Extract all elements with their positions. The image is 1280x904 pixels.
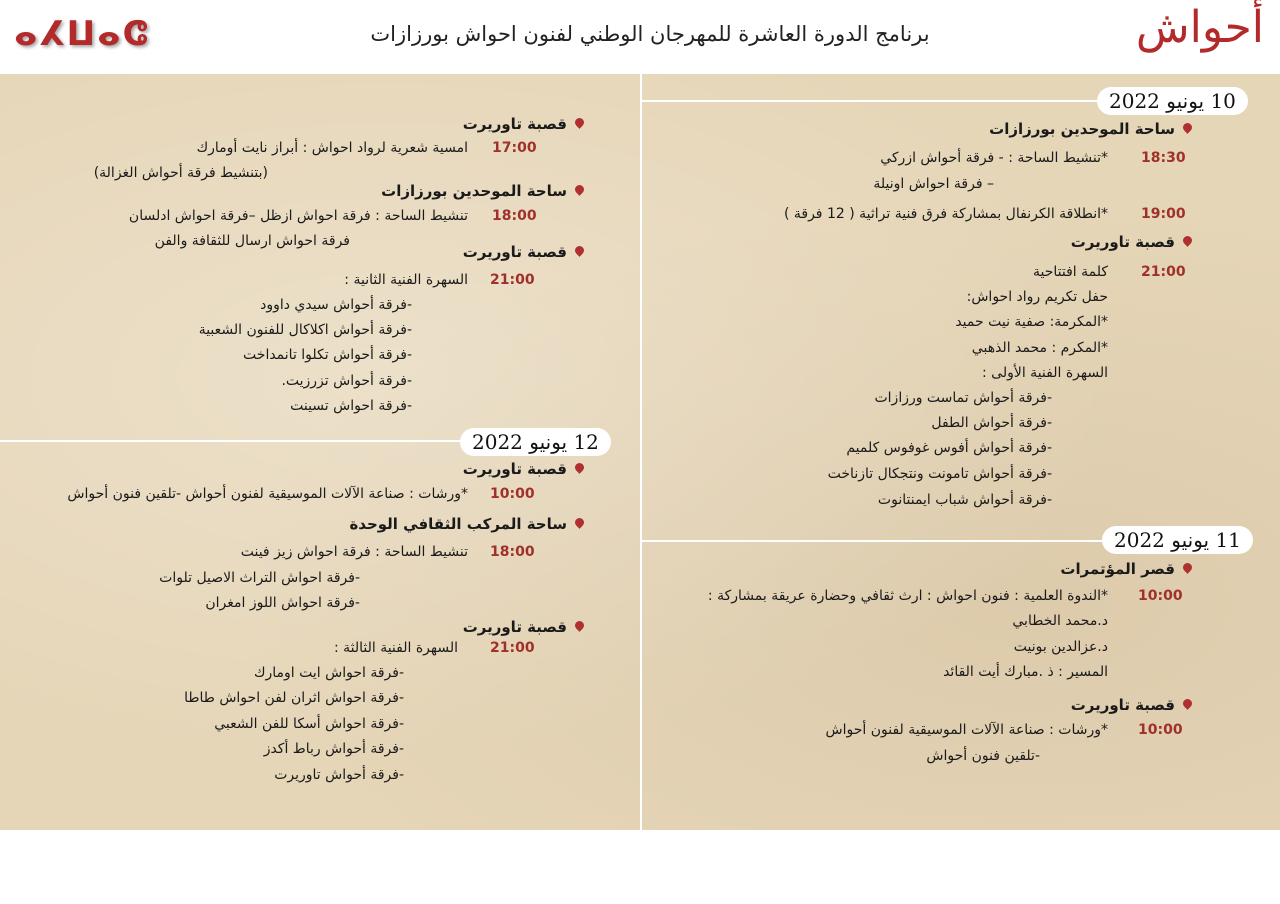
day11-divider (640, 540, 1105, 542)
event-line: -فرقة أحواش أفوس غوفوس كلميم (846, 440, 1052, 456)
logo-ahwach (1136, 2, 1264, 53)
event-line: -فرقة احواش التراث الاصيل تلوات (159, 570, 360, 586)
event-line: *المكرمة: صفية نيت حميد (955, 314, 1108, 330)
page-margin (0, 830, 1280, 904)
event-line: السهرة الفنية الثانية : (344, 272, 468, 288)
event-line: -فرقة أحواش سيدي داوود (260, 297, 412, 313)
page-title: برنامج الدورة العاشرة للمهرجان الوطني لفنون احواش بورزازات (370, 22, 930, 46)
location-pin-icon (1181, 121, 1194, 134)
event-line: السهرة الفنية الثالثة : (333, 640, 458, 656)
location-pin-icon (573, 244, 586, 257)
event-line: -فرقة أحواش الطفل (931, 415, 1052, 431)
location-pin-icon (573, 516, 586, 529)
event-line: -فرقة أحواش شباب ايمنتانوت (877, 492, 1052, 508)
event-line: السهرة الفنية الأولى : (982, 365, 1108, 381)
location-pin-icon (573, 461, 586, 474)
location-pin-icon (1181, 697, 1194, 710)
event-line: *ورشات : صناعة الآلات الموسيقية لفنون أحواش (825, 722, 1108, 738)
event-line: د.محمد الخطابي (1012, 613, 1108, 629)
event-line: *ورشات : صناعة الآلات الموسيقية لفنون أحواش -تلقين فنون أحواش (67, 486, 468, 502)
event-line: -فرقة أحواش تماست ورزازات (874, 390, 1052, 406)
venue-heading: ساحة الموحدين بورزازات (381, 182, 584, 200)
header (0, 0, 1280, 74)
event-line: فرقة احواش ارسال للثقافة والفن (154, 233, 350, 249)
event-line: -فرقة احواش تسينت (290, 398, 412, 414)
venue-heading: قصبة تاوريرت (463, 460, 584, 478)
venue-heading: ساحة المركب الثقافي الوحدة (349, 515, 584, 533)
event-line: *انطلاقة الكرنفال بمشاركة فرق فنية تراثية ( 12 فرقة ) (783, 206, 1108, 222)
date-badge-day10: 10 يونيو 2022 (1097, 87, 1248, 115)
event-line: -فرقة أحواش رباط أكدز (263, 741, 404, 757)
event-line: -فرقة احواش اللوز امغران (205, 595, 360, 611)
event-line: -فرقة أحواش تكلوا تانمداخت (243, 347, 412, 363)
venue-heading: قصبة تاوريرت (1071, 233, 1192, 251)
event-line: -فرقة احواش أسكا للفن الشعبي (214, 716, 404, 732)
time-label: 21:00 (490, 640, 535, 656)
logo-tifinagh: ⴰⵃⵡⴰⵛ (14, 14, 150, 54)
event-line: -فرقة أحواش تامونت ونتجكال تازناخت (827, 466, 1052, 482)
venue-heading: قصر المؤتمرات (1060, 560, 1192, 578)
time-label: 17:00 (492, 140, 537, 156)
event-line: حفل تكريم رواد احواش: (966, 289, 1108, 305)
location-pin-icon (1181, 234, 1194, 247)
event-line: *تنشيط الساحة : - فرقة أحواش ازركي (880, 150, 1108, 166)
time-label: 18:00 (492, 208, 537, 224)
date-badge-day12: 12 يونيو 2022 (460, 428, 611, 456)
event-line: -فرقة احواش ايت اومارك (253, 665, 404, 681)
location-pin-icon (573, 183, 586, 196)
venue-heading: قصبة تاوريرت (463, 618, 584, 636)
event-line: -فرقة أحواش تاوريرت (274, 767, 404, 783)
event-line: *الندوة العلمية : فنون احواش : ارث ثقافي وحضارة عريقة بمشاركة : (707, 588, 1108, 604)
event-line: -فرقة أحواش تزرزيت. (281, 373, 412, 389)
venue-heading: ساحة الموحدين بورزازات (989, 120, 1192, 138)
location-pin-icon (573, 619, 586, 632)
event-line: كلمة افتتاحية (1032, 264, 1108, 280)
event-line: (بتنشيط فرقة أحواش الغزالة) (93, 165, 268, 181)
venue-heading: قصبة تاوريرت (463, 243, 584, 261)
time-label: 18:30 (1141, 150, 1186, 166)
logo-text: أحواش (1135, 2, 1264, 53)
event-line: د.عزالدين بونيت (1013, 639, 1108, 655)
time-label: 10:00 (490, 486, 535, 502)
venue-heading: قصبة تاوريرت (1071, 696, 1192, 714)
event-line: تنشيط الساحة : فرقة احواش ازظل –فرقة احواش ادلسان (128, 208, 468, 224)
event-line: -فرقة احواش اثران لفن احواش طاطا (184, 690, 404, 706)
time-label: 21:00 (490, 272, 535, 288)
event-line: امسية شعرية لرواد احواش : أبراز نايت أومارك (196, 140, 468, 156)
time-label: 21:00 (1141, 264, 1186, 280)
event-line: -تلقين فنون أحواش (926, 748, 1040, 764)
event-line: – فرقة احواش اونيلة (873, 176, 994, 192)
date-badge-day11: 11 يونيو 2022 (1102, 526, 1253, 554)
time-label: 10:00 (1138, 722, 1183, 738)
column-divider (640, 74, 642, 830)
location-pin-icon (1181, 561, 1194, 574)
time-label: 19:00 (1141, 206, 1186, 222)
event-line: -فرقة أحواش اكلاكال للفنون الشعبية (198, 322, 412, 338)
event-line: *المكرم : محمد الذهبي (971, 340, 1108, 356)
time-label: 10:00 (1138, 588, 1183, 604)
day10-divider (640, 100, 1100, 102)
venue-heading: قصبة تاوريرت (463, 115, 584, 133)
event-line: المسير : ذ .مبارك أيت القائد (943, 664, 1108, 680)
location-pin-icon (573, 116, 586, 129)
event-line: تنشيط الساحة : فرقة احواش زيز فينت (240, 544, 468, 560)
time-label: 18:00 (490, 544, 535, 560)
day12-divider (0, 440, 460, 442)
